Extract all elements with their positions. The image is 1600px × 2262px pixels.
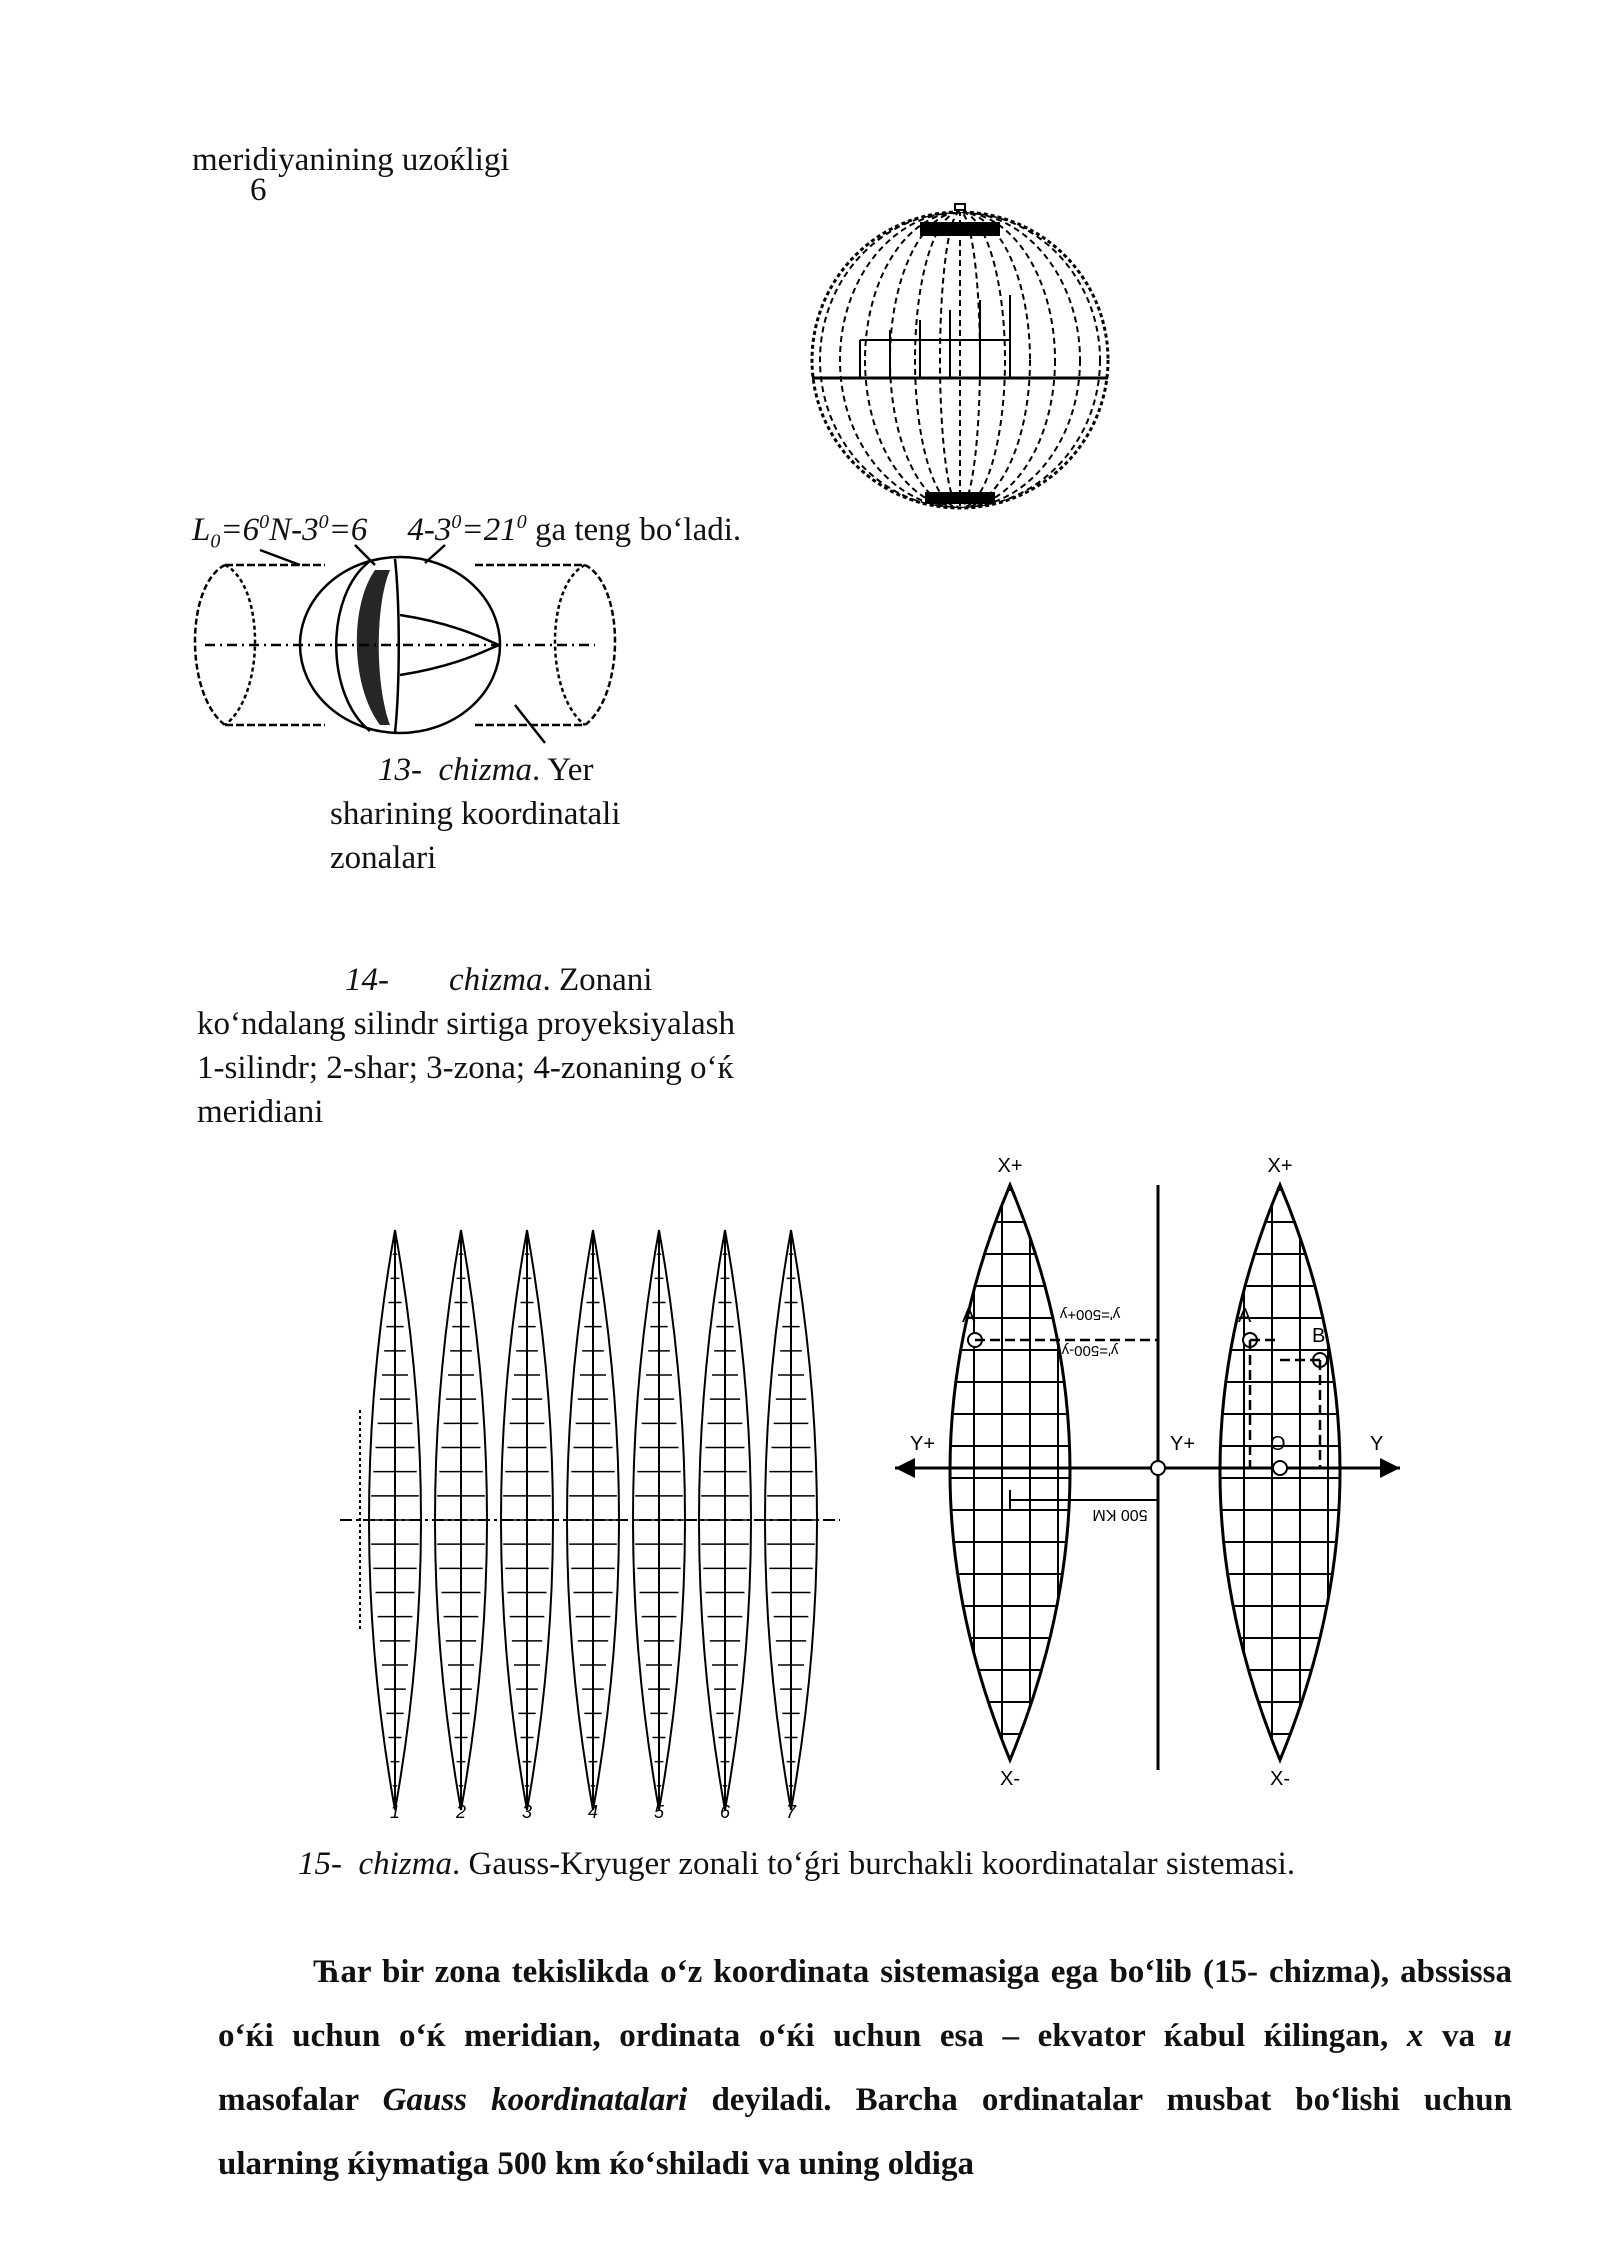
cylinder-figure <box>185 545 615 745</box>
body-paragraph <box>218 1940 1512 2196</box>
paragraph-part1: Ћar bir zona tekislikda o‘z koordinata sistemasiga ega bo‘lib (15- chizma), abssissa o‘ќi uchun o‘ќ meridian, ordinata o‘ќi uchun esa – ekvator ќabul ќilingan, <box>218 1954 1512 2054</box>
formula-sup4: 0 <box>516 511 527 533</box>
zones-figure <box>340 1210 850 1820</box>
formula-sup2: 0 <box>318 511 329 533</box>
ordinate-formula-2: y'=500-y <box>1061 1342 1119 1359</box>
left-x-plus-label: X+ <box>997 1155 1023 1177</box>
caption-15-text: . Gauss-Kryuger zonali to‘ǵri burchakli koordinatalar sistemasi. <box>452 1846 1296 1882</box>
paragraph-part3: deyiladi. Barcha ordinatalar musbat bo‘lishi uchun ularning ќiymatiga 500 km ќo‘shiladi va uning oldiga <box>218 2082 1512 2182</box>
globe-figure <box>800 200 1120 530</box>
point-b-label: B <box>1312 1325 1326 1347</box>
header-subscript: 6 <box>250 172 267 208</box>
caption-15-word: chizma <box>358 1846 452 1882</box>
zone-number-label: 4 <box>587 1802 599 1822</box>
origin-o-label: O <box>1270 1433 1286 1455</box>
formula-sup3: 0 <box>451 511 462 533</box>
ordinate-formula-1: y'=500+y <box>1059 1306 1121 1323</box>
zone-number-label: 5 <box>653 1802 665 1822</box>
header-line <box>192 138 510 182</box>
left-x-minus-label: X- <box>1000 1768 1020 1790</box>
caption-14-num: 14- <box>345 962 389 998</box>
caption-13 <box>330 748 710 880</box>
zone-number-label: 6 <box>719 1802 731 1822</box>
caption-13-word: chizma <box>438 752 532 788</box>
zone-number-label: 2 <box>455 1802 467 1822</box>
point-a-right-label: A <box>1238 1305 1252 1327</box>
point-a-left-label: A <box>962 1305 976 1327</box>
formula-l: L <box>192 512 211 548</box>
paragraph-gauss: Gauss koordinatalari <box>382 2082 688 2118</box>
caption-14 <box>197 958 742 1134</box>
caption-14-word: chizma <box>449 962 543 998</box>
paragraph-part2: masofalar <box>218 2082 383 2118</box>
right-y-label: Y <box>1370 1433 1384 1455</box>
caption-13-num: 13- <box>378 752 422 788</box>
left-y-plus-label: Y+ <box>910 1433 936 1455</box>
header-text: meridiyanining uzoќligi <box>192 142 510 178</box>
coordinates-figure <box>880 1150 1400 1790</box>
caption-14-text: . Zonani ko‘ndalang silindr sirtiga proyeksiyalash 1-silindr; 2-shar; 3-zona; 4-zonaning o‘ќ meridiani <box>197 962 735 1130</box>
zone-number-label: 7 <box>785 1802 797 1822</box>
zone-number-label: 3 <box>521 1802 533 1822</box>
caption-15 <box>298 1842 1295 1886</box>
caption-13-text: . Yer sharining koordinatali zonalari <box>330 752 621 876</box>
distance-500km-label: 500 KM <box>1092 1506 1148 1523</box>
middle-y-plus-label: Y+ <box>1170 1433 1196 1455</box>
formula-eq2: =6 <box>328 512 368 548</box>
caption-15-num: 15- <box>298 1846 342 1882</box>
paragraph-x: x <box>1406 2018 1424 2054</box>
formula-gap: 4-3 <box>407 512 452 548</box>
formula-sup1: 0 <box>259 511 270 533</box>
right-x-plus-label: X+ <box>1267 1155 1293 1177</box>
formula-eq1: =6 <box>220 512 260 548</box>
paragraph-u: u <box>1493 2018 1512 2054</box>
zone-number-label: 1 <box>389 1802 401 1822</box>
formula-eq3: =21 <box>461 512 517 548</box>
paragraph-va: va <box>1423 2018 1494 2054</box>
formula-l-sub: 0 <box>210 530 221 553</box>
formula-mid: N-3 <box>269 512 319 548</box>
formula-tail: ga teng bo‘ladi. <box>526 512 742 548</box>
right-x-minus-label: X- <box>1270 1768 1290 1790</box>
